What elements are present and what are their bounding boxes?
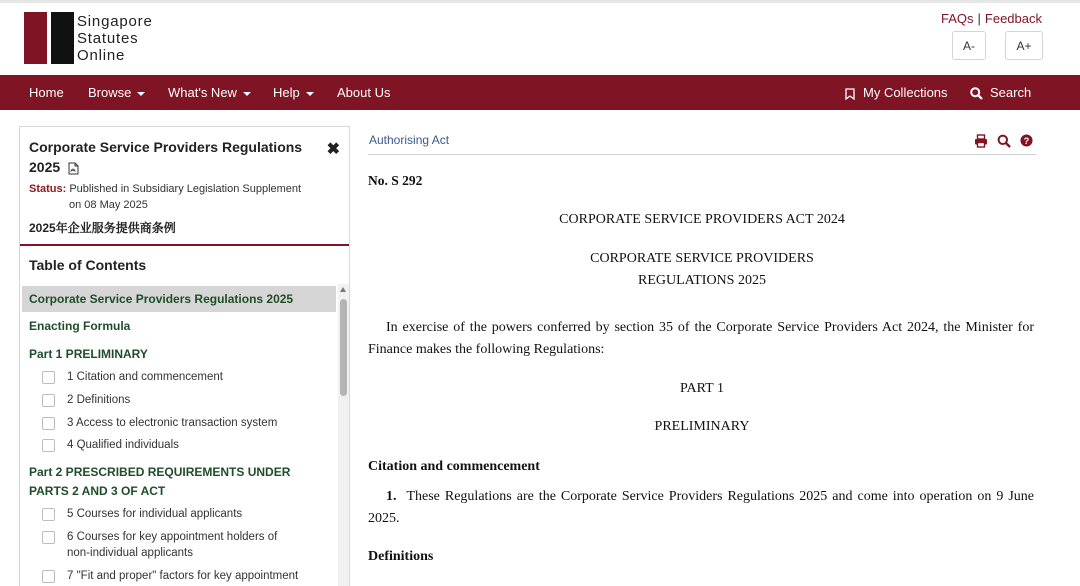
content-toolbar xyxy=(368,132,1036,155)
search-icon xyxy=(970,87,983,100)
section-heading-definitions: Definitions xyxy=(368,549,434,564)
authorising-act-link[interactable]: Authorising Act xyxy=(369,133,450,147)
nav-help[interactable] xyxy=(273,75,314,110)
help-icon[interactable] xyxy=(1020,134,1033,147)
table-of-contents xyxy=(20,284,350,586)
scroll-thumb[interactable] xyxy=(340,299,347,396)
toc-item-enacting-formula[interactable]: Enacting Formula xyxy=(29,319,131,333)
nav-search-label: Search xyxy=(990,85,1032,100)
regulations-title-line2: REGULATIONS 2025 xyxy=(638,273,766,288)
toc-item-title[interactable]: Corporate Service Providers Regulations 2025 xyxy=(29,292,294,306)
section-number: 1. xyxy=(386,489,397,504)
logo-line: Singapore xyxy=(77,13,153,30)
sidebar-divider xyxy=(20,244,350,246)
toc-scrollbar[interactable] xyxy=(338,284,349,586)
print-icon[interactable] xyxy=(974,134,988,148)
toc-heading: Table of Contents xyxy=(29,257,147,273)
logo-line: Statutes xyxy=(77,30,139,47)
toc-part2-line1: Part 2 PRESCRIBED REQUIREMENTS UNDER xyxy=(29,465,291,479)
section-1-body: These Regulations are the Corporate Service Providers Regulations 2025 and come into operation on 9 June 2025. xyxy=(368,489,1035,526)
nav-my-collections-label: My Collections xyxy=(863,85,948,100)
section-1-text xyxy=(368,486,1034,530)
toc-item-part1[interactable]: Part 1 PRELIMINARY xyxy=(29,347,148,361)
toc-subitem-label: 1 Citation and commencement xyxy=(67,371,223,383)
chevron-down-icon xyxy=(137,92,145,96)
chevron-down-icon xyxy=(243,92,251,96)
legislation-sidebar xyxy=(19,126,350,586)
part-label: PART 1 xyxy=(680,381,724,396)
nav-browse-label: Browse xyxy=(88,85,132,100)
enacting-formula-text: In exercise of the powers conferred by section 35 of the Corporate Service Providers Act 2024, the Minister for Finance makes the following Regulations: xyxy=(368,320,1034,357)
logo-bar-red xyxy=(24,12,47,64)
toc-checkbox[interactable] xyxy=(42,417,55,430)
close-icon[interactable]: ✖ xyxy=(326,141,340,158)
toc-item-part2[interactable] xyxy=(29,463,290,501)
nav-whats-new[interactable] xyxy=(168,75,251,110)
logo-mark[interactable] xyxy=(24,12,74,64)
toc-subitem-label: 7 "Fit and proper" factors for key appointment xyxy=(67,570,299,582)
nav-search[interactable] xyxy=(970,75,1031,110)
nav-about-label: About Us xyxy=(337,85,391,100)
pdf-icon[interactable] xyxy=(68,162,79,175)
scroll-up-icon[interactable] xyxy=(340,287,346,292)
sidebar-title xyxy=(29,137,309,177)
toc-checkbox[interactable] xyxy=(42,439,55,452)
status-date: on 08 May 2025 xyxy=(69,199,148,211)
toc-subitem-label: 6 Courses for key appointment holders of non-individual applicants xyxy=(67,531,278,559)
logo-line: Online xyxy=(77,47,126,64)
chinese-title: 2025年企业服务提供商条例 xyxy=(29,221,176,235)
bookmark-icon xyxy=(845,88,855,100)
toc-subitem-label: 4 Qualified individuals xyxy=(67,439,179,451)
svg-text:?: ? xyxy=(1023,135,1030,146)
gazette-number: No. S 292 xyxy=(368,173,423,188)
status-label: Status: xyxy=(29,183,67,195)
toc-subitem-label: 3 Access to electronic transaction system xyxy=(67,417,278,429)
nav-home-label: Home xyxy=(29,85,64,100)
main-navbar xyxy=(0,75,1080,110)
nav-my-collections[interactable] xyxy=(845,75,948,110)
feedback-link[interactable]: Feedback xyxy=(984,11,1042,26)
status-value: Published in Subsidiary Legislation Supplement xyxy=(69,183,302,195)
status-block xyxy=(29,181,329,213)
regulations-title-line1: CORPORATE SERVICE PROVIDERS xyxy=(590,251,814,266)
sidebar-title-text: Corporate Service Providers Regulations 2025 xyxy=(29,139,303,175)
toc-part2-line2: PARTS 2 AND 3 OF ACT xyxy=(29,484,166,498)
link-separator: | xyxy=(977,11,981,26)
toc-checkbox[interactable] xyxy=(42,394,55,407)
part-name: PRELIMINARY xyxy=(654,419,750,434)
logo-bar-black xyxy=(51,12,74,64)
nav-browse[interactable] xyxy=(88,75,145,110)
nav-home[interactable] xyxy=(29,75,64,110)
act-title: CORPORATE SERVICE PROVIDERS ACT 2024 xyxy=(559,212,845,227)
top-border xyxy=(0,0,1080,3)
toc-checkbox[interactable] xyxy=(42,508,55,521)
toc-checkbox[interactable] xyxy=(42,371,55,384)
font-increase-button[interactable]: A+ xyxy=(1005,31,1043,60)
nav-whats-new-label: What's New xyxy=(168,85,237,100)
section-heading-citation: Citation and commencement xyxy=(368,459,540,474)
font-decrease-button[interactable]: A- xyxy=(952,31,986,60)
chevron-down-icon xyxy=(306,92,314,96)
nav-about[interactable] xyxy=(337,75,390,110)
toc-checkbox[interactable] xyxy=(42,531,55,544)
logo-text[interactable] xyxy=(77,13,153,64)
nav-help-label: Help xyxy=(273,85,300,100)
faqs-link[interactable]: FAQs xyxy=(941,11,974,26)
toc-checkbox[interactable] xyxy=(42,570,55,583)
magnifier-icon[interactable] xyxy=(997,134,1011,148)
header-links xyxy=(941,11,1042,26)
toc-subitem-label: 5 Courses for individual applicants xyxy=(67,508,243,520)
toc-subitem-label: 2 Definitions xyxy=(67,394,131,406)
